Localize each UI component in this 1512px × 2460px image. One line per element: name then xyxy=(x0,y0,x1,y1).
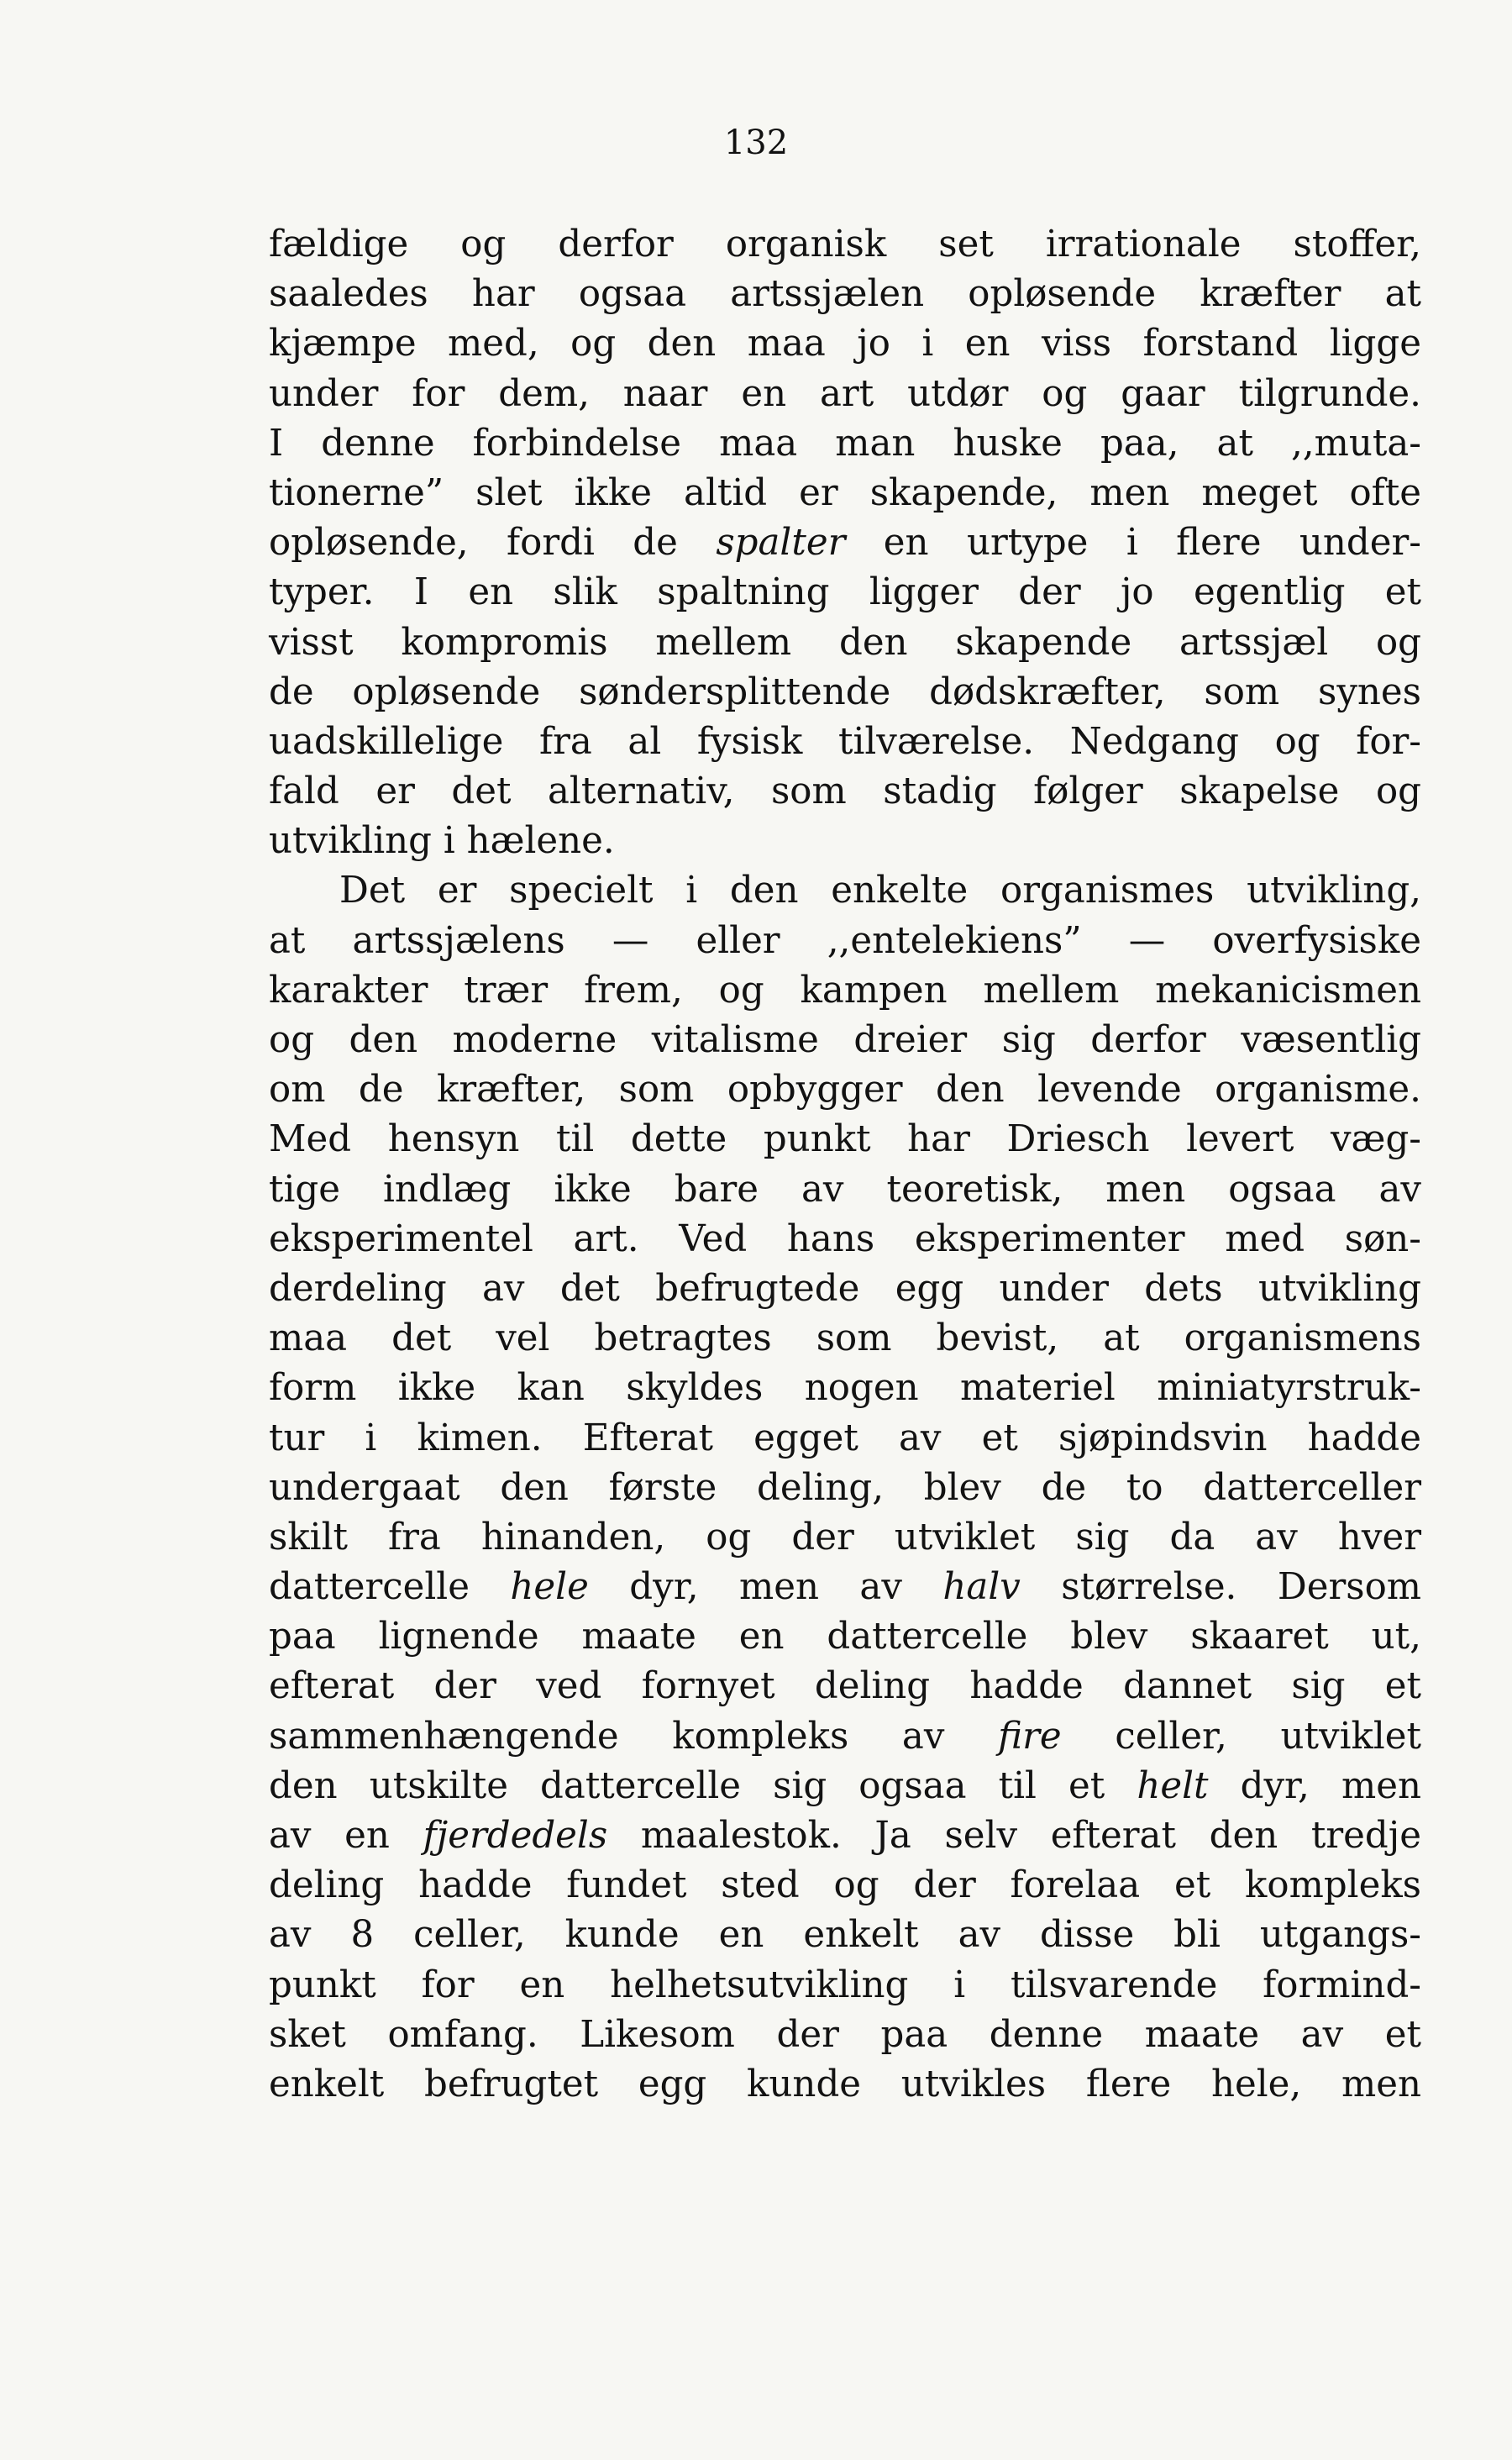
text-line xyxy=(269,917,1421,966)
text-line xyxy=(269,866,1421,916)
text-run: og den moderne vitalisme dreier sig derfor væsentlig xyxy=(269,1019,1421,1061)
text-line xyxy=(269,419,1421,469)
text-line xyxy=(269,518,1421,568)
text-line xyxy=(269,1115,1421,1164)
text-run: enkelt befrugtet egg kunde utvikles flere hele, men xyxy=(269,2063,1421,2105)
italic-word: fire xyxy=(998,1715,1062,1758)
text-run: tionerne” slet ikke altid er skapende, men meget ofte xyxy=(269,471,1421,514)
text-run: fældige og derfor organisk set irrationale stoffer, xyxy=(269,223,1421,265)
text-line xyxy=(269,1414,1421,1464)
text-run: tige indlæg ikke bare av teoretisk, men ogsaa av xyxy=(269,1168,1421,1211)
text-line xyxy=(269,1016,1421,1065)
text-run: Med hensyn til dette punkt har Driesch levert væg- xyxy=(269,1118,1421,1161)
text-line xyxy=(269,718,1421,767)
text-run: punkt for en helhetsutvikling i tilsvarende formind- xyxy=(269,1963,1421,2006)
text-run: deling hadde fundet sted og der forelaa et kompleks xyxy=(269,1864,1421,1907)
text-run: av en xyxy=(269,1815,423,1857)
text-line xyxy=(269,1364,1421,1413)
text-run: typer. I en slik spaltning ligger der jo egentlig et xyxy=(269,571,1421,614)
text-run: skilt fra hinanden, og der utviklet sig da av hver xyxy=(269,1516,1421,1559)
text-run: at artssjælens — eller ,,entelekiens” — overfysiske xyxy=(269,919,1421,962)
text-line xyxy=(269,469,1421,518)
text-run: maalestok. Ja selv efterat den tredje xyxy=(607,1815,1421,1857)
text-run: Det er specielt i den enkelte organismes utvikling, xyxy=(339,870,1421,912)
text-run: maa det vel betragtes som bevist, at organismens xyxy=(269,1317,1421,1360)
text-run: dyr, men av xyxy=(588,1566,943,1609)
text-run: undergaat den første deling, blev de to datterceller xyxy=(269,1466,1421,1509)
text-run: tur i kimen. Efterat egget av et sjøpindsvin hadde xyxy=(269,1417,1421,1459)
text-run: uadskillelige fra al fysisk tilværelse. Nedgang og for- xyxy=(269,720,1421,763)
text-line xyxy=(269,618,1421,668)
text-line xyxy=(269,2011,1421,2060)
text-line xyxy=(269,568,1421,618)
text-line xyxy=(269,966,1421,1016)
text-line xyxy=(269,1811,1421,1861)
text-run: celler, utviklet xyxy=(1061,1715,1421,1758)
text-line xyxy=(269,668,1421,718)
text-line xyxy=(269,1712,1421,1762)
text-line xyxy=(269,1662,1421,1711)
text-run: eksperimentel art. Ved hans eksperimenter med søn- xyxy=(269,1217,1421,1260)
text-run: størrelse. Dersom xyxy=(1020,1566,1422,1609)
text-run: om de kræfter, som opbygger den levende organisme. xyxy=(269,1069,1421,1112)
text-run: fald er det alternativ, som stadig følger skapelse og xyxy=(269,770,1421,813)
text-line xyxy=(269,1314,1421,1364)
italic-word: spalter xyxy=(716,522,846,565)
text-run: sammenhængende kompleks av xyxy=(269,1715,999,1758)
text-run: I denne forbindelse maa man huske paa, at ,,muta- xyxy=(269,422,1421,465)
text-run: den utskilte dattercelle sig ogsaa til et xyxy=(269,1764,1137,1807)
text-line xyxy=(269,1563,1421,1612)
text-run: dyr, men xyxy=(1208,1764,1421,1807)
italic-word: halv xyxy=(942,1566,1021,1609)
body-text xyxy=(269,220,1421,2110)
italic-word: hele xyxy=(510,1566,589,1609)
page-number: 132 xyxy=(723,124,789,162)
text-line xyxy=(269,1911,1421,1960)
text-line xyxy=(269,1065,1421,1115)
italic-word: fjerdedels xyxy=(423,1815,608,1857)
text-line xyxy=(269,2060,1421,2110)
text-line xyxy=(269,1961,1421,2011)
paragraph-1 xyxy=(269,220,1421,866)
paragraph-2 xyxy=(269,866,1421,2110)
text-run: saaledes har ogsaa artssjælen opløsende kræfter at xyxy=(269,273,1421,316)
text-run: sket omfang. Likesom der paa denne maate av et xyxy=(269,2013,1421,2056)
text-run: de opløsende søndersplittende dødskræfter, som synes xyxy=(269,670,1421,713)
text-line xyxy=(269,220,1421,270)
text-run: efterat der ved fornyet deling hadde dannet sig et xyxy=(269,1665,1421,1708)
text-run: visst kompromis mellem den skapende artssjæl og xyxy=(269,621,1421,664)
text-run: en urtype i flere under- xyxy=(845,522,1421,565)
text-line xyxy=(269,1264,1421,1314)
text-line xyxy=(269,1513,1421,1563)
text-run: form ikke kan skyldes nogen materiel miniatyrstruk- xyxy=(269,1367,1421,1410)
text-line xyxy=(269,1861,1421,1911)
text-line xyxy=(269,1612,1421,1662)
text-line xyxy=(269,817,1421,866)
text-run: kjæmpe med, og den maa jo i en viss forstand ligge xyxy=(269,323,1421,365)
text-run: opløsende, fordi de xyxy=(269,522,717,565)
text-run: paa lignende maate en dattercelle blev skaaret ut, xyxy=(269,1616,1421,1658)
text-line xyxy=(269,1762,1421,1811)
text-line xyxy=(269,767,1421,817)
text-run: av 8 celler, kunde en enkelt av disse bli utgangs- xyxy=(269,1914,1421,1957)
text-line xyxy=(269,1464,1421,1513)
text-line xyxy=(269,1165,1421,1215)
text-run: derdeling av det befrugtede egg under dets utvikling xyxy=(269,1267,1421,1310)
text-run: karakter trær frem, og kampen mellem mekanicismen xyxy=(269,969,1421,1012)
text-line xyxy=(269,319,1421,369)
text-run: under for dem, naar en art utdør og gaar tilgrunde. xyxy=(269,372,1421,415)
text-line xyxy=(269,270,1421,319)
text-line xyxy=(269,370,1421,419)
text-run: dattercelle xyxy=(269,1566,511,1609)
text-line xyxy=(269,1215,1421,1264)
text-run: utvikling i hælene. xyxy=(269,820,615,863)
italic-word: helt xyxy=(1137,1764,1209,1807)
